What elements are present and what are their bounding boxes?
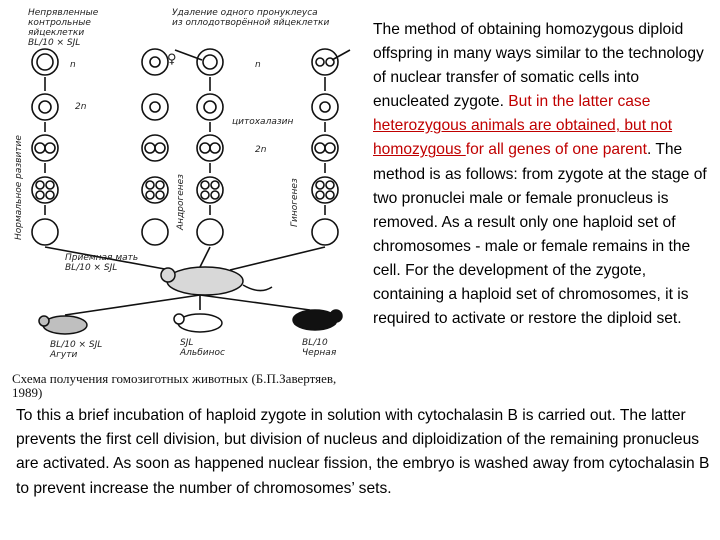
- figure-caption: Схема получения гомозиготных животных (Б.П.Завертяев, 1989): [12, 371, 337, 400]
- paragraph-right-part5: . The method is as follows: from zygote at the stage of two pronuclei male or female pronucleus is removed. As a result only one haploid set of chromosomes - male or female remains in the cell. For the development of the zygote, containing a haploid set of chromosomes, it is required to activate or restore the diploid set.: [373, 141, 707, 328]
- label-normal-development: Нормальное развитие: [14, 135, 24, 240]
- label-2n-mid: 2n: [255, 145, 267, 155]
- paragraph-right-part4-red: for all genes of one parent: [465, 141, 647, 159]
- label-foster-mother: Приемная мать BL/10 × SJL: [65, 253, 139, 273]
- label-gynogenesis: Гиногенез: [290, 178, 300, 227]
- label-female-symbol: ♀: [167, 52, 177, 67]
- label-n-left: n: [70, 60, 76, 70]
- label-pronucleus-removal: Удаление одного пронуклеуса из оплодотворённой яйцеклетки: [172, 8, 330, 28]
- paragraph-right-part1: The method of obtaining homozygous diploid offspring in many ways similar to the technology of nuclear transfer of somatic cells into enucleated zygote.: [373, 21, 704, 111]
- label-offspring-albino: SJL Альбинос: [180, 338, 225, 358]
- label-2n-left: 2n: [75, 102, 87, 112]
- label-n-mid: n: [255, 60, 261, 70]
- label-offspring-agouti: BL/10 × SJL Агути: [50, 340, 103, 360]
- label-offspring-black: BL/10 Черная: [302, 338, 337, 358]
- label-control-eggs: Непрявленные контрольные яйцеклетки BL/10 × SJL: [28, 8, 99, 48]
- paragraph-bottom: To this a brief incubation of haploid zygote in solution with cytochalasin B is carried out. The latter prevents the first cell division, but division of nucleus and diploidization of the remaining pronucleus are activated. As soon as happened nuclear fission, the embryo is washed away from cytochalasin B to prevent increase the number of chromosomes’ sets.: [16, 407, 710, 497]
- homozygous-scheme-figure: [10, 5, 372, 400]
- paragraph-right-part2-red: But in the latter case: [508, 93, 651, 111]
- paragraph-right: [373, 18, 718, 331]
- paragraph-right-part3-red-underline: heterozygous animals are obtained, but not homozygous: [373, 117, 673, 159]
- label-androgenesis: Андрогенез: [176, 174, 186, 230]
- label-cytochalasin: цитохалазин: [232, 117, 294, 127]
